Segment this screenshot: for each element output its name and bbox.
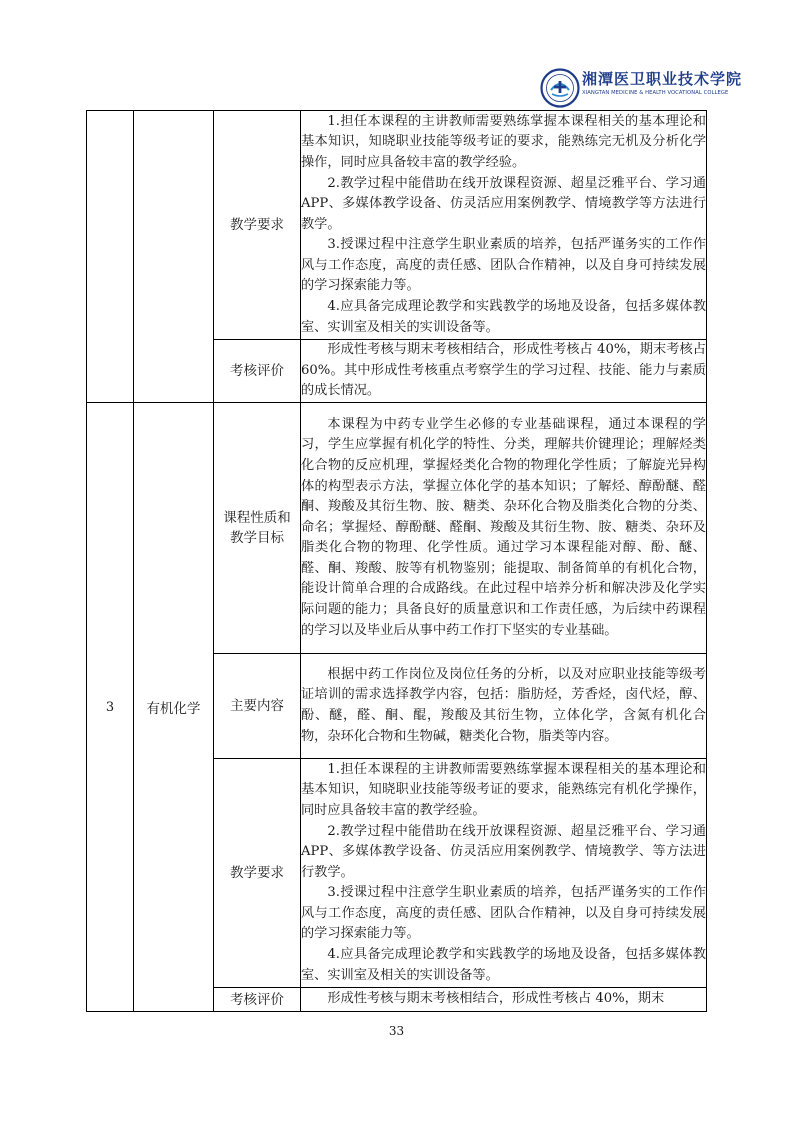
teaching-requirements-content <box>301 759 707 988</box>
course-nature-content <box>301 403 707 654</box>
item-label-line: 课程性质和 <box>223 510 291 526</box>
school-name-en: XIANGTAN MEDICINE & HEALTH VOCATIONAL COLLEGE <box>582 90 729 96</box>
paragraph: 4.应具备完成理论教学和实践教学的场地及设备，包括多媒体教室、实训室及相关的实训设备等。 <box>301 947 706 983</box>
paragraph: 3.授课过程中注意学生职业素质的培养，包括严谨务实的工作作风与工作态度，高度的责任感、团队合作精神，以及自身可持续发展的学习探索能力等。 <box>301 885 706 942</box>
table-row <box>87 111 707 340</box>
course-table <box>86 110 707 1012</box>
item-label: 考核评价 <box>214 988 301 1012</box>
paragraph: 2.教学过程中能借助在线开放课程资源、超星泛雅平台、学习通 APP、多媒体教学设备、仿灵活应用案例教学、情境教学等方法进行教学。 <box>301 175 706 232</box>
school-name-cn: 湘潭医卫职业技术学院 <box>582 70 743 88</box>
paragraph: 2.教学过程中能借助在线开放课程资源、超星泛雅平台、学习通 APP、多媒体教学设备、仿灵活应用案例教学、情境教学、等方法进行教学。 <box>301 823 706 880</box>
course-name-cell-prev <box>134 111 214 403</box>
main-content <box>301 654 707 759</box>
paragraph: 本课程为中药专业学生必修的专业基础课程，通过本课程的学习，学生应掌握有机化学的特性、分类，理解共价键理论；理解烃类化合物的反应机理，掌握烃类化合物的物理化学性质；了解旋光异构体的构型表示方法，掌握立体化学的基本知识；了解烃、醇酚醚、醛酮、羧酸及其衍生物、胺、糖类、杂环化合物及脂类化合物的分类、命名；掌握烃、醇酚醚、醛酮、羧酸及其衍生物、胺、糖类、杂环及脂类化合物的物理、化学性质。通过学习本课程能对醇、酚、醚、醛、酮、羧酸、胺等有机物鉴别；能提取、制备简单的有机化合物，能设计简单合理的合成路线。在此过程中培养分析和解决涉及化学实际问题的能力；具备良好的质量意识和工作责任感，为后续中药课程的学习以及毕业后从事中药工作打下坚实的专业基础。 <box>301 416 706 638</box>
item-label: 教学要求 <box>214 111 301 340</box>
college-emblem-icon <box>540 68 580 108</box>
assessment-content <box>301 340 707 403</box>
item-label <box>214 403 301 654</box>
course-name: 有机化学 <box>134 403 214 1012</box>
item-label: 教学要求 <box>214 759 301 988</box>
page-number: 33 <box>388 1024 405 1038</box>
paragraph: 形成性考核与期末考核相结合，形成性考核占 40%，期末考核占 60%。其中形成性考核重点考察学生的学习过程、技能、能力与素质的成长情况。 <box>301 342 706 399</box>
paragraph: 形成性考核与期末考核相结合，形成性考核占 40%，期末 <box>327 991 665 1007</box>
item-label: 主要内容 <box>214 654 301 759</box>
teaching-requirements-content <box>301 111 707 340</box>
course-number: 3 <box>87 403 134 1012</box>
table-row <box>87 403 707 654</box>
paragraph: 根据中药工作岗位及岗位任务的分析，以及对应职业技能等级考证培训的需求选择教学内容，包括：脂肪烃，芳香烃，卤代烃，醇、酚、醚，醛、酮、醌，羧酸及其衍生物，立体化学，含氮有机化合物，杂环化合物和生物碱，糖类化合物，脂类等内容。 <box>301 666 706 744</box>
item-label-line: 教学目标 <box>230 530 284 546</box>
paragraph: 1.担任本课程的主讲教师需要熟练掌握本课程相关的基本理论和基本知识，知晓职业技能等级考证的要求，能熟练完无机及分析化学操作，同时应具备较丰富的教学经验。 <box>301 113 706 170</box>
college-logo <box>540 66 743 110</box>
assessment-content <box>301 988 707 1012</box>
course-number-cell-prev <box>87 111 134 403</box>
paragraph: 4.应具备完成理论教学和实践教学的场地及设备，包括多媒体教室、实训室及相关的实训设备等。 <box>301 299 706 335</box>
paragraph: 3.授课过程中注意学生职业素质的培养，包括严谨务实的工作作风与工作态度，高度的责任感、团队合作精神，以及自身可持续发展的学习探索能力等。 <box>301 237 706 294</box>
paragraph: 1.担任本课程的主讲教师需要熟练掌握本课程相关的基本理论和基本知识，知晓职业技能等级考证的要求，能熟练完有机化学操作，同时应具备较丰富的教学经验。 <box>301 761 706 818</box>
item-label: 考核评价 <box>214 340 301 403</box>
